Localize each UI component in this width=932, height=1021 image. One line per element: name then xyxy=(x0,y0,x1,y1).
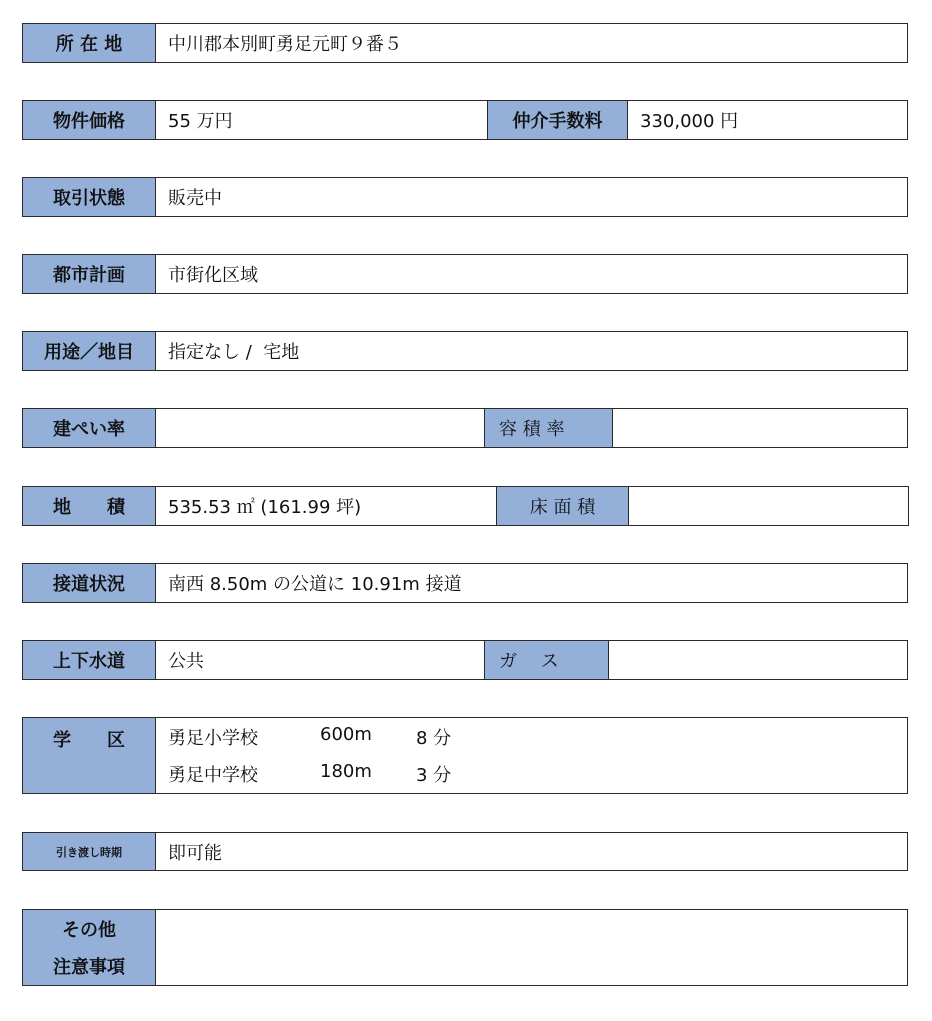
handover-value: 即可能 xyxy=(168,842,222,864)
fee-value: 330,000 円 xyxy=(640,111,739,132)
road-label: 接道状況 xyxy=(23,564,156,602)
school-time: 3 分 xyxy=(416,765,452,786)
area-row xyxy=(22,486,909,526)
water-row xyxy=(22,640,908,680)
status-value: 販売中 xyxy=(168,188,222,209)
school-item xyxy=(168,724,451,750)
school-distance: 180m xyxy=(320,761,372,782)
road-value: 南西 8.50m の公道に 10.91m 接道 xyxy=(168,574,462,595)
floor-area-value xyxy=(629,487,908,525)
status-row xyxy=(22,177,908,217)
other-row xyxy=(22,909,908,986)
area-value: 535.53 ㎡ (161.99 坪) xyxy=(168,497,362,518)
water-value: 公共 xyxy=(168,651,204,672)
location-row xyxy=(22,23,908,63)
floor-area-label: 床 面 積 xyxy=(496,487,629,525)
price-label: 物件価格 xyxy=(23,101,156,139)
planning-value: 市街化区域 xyxy=(168,265,258,286)
school-time: 8 分 xyxy=(416,728,452,749)
use-row xyxy=(22,331,908,371)
other-label-line2: 注意事項 xyxy=(53,957,125,978)
fee-label: 仲介手数料 xyxy=(487,101,628,139)
school-name: 勇足小学校 xyxy=(168,728,258,749)
handover-row xyxy=(22,832,908,871)
coverage-value xyxy=(156,409,484,447)
school-distance: 600m xyxy=(320,724,372,745)
handover-label: 引き渡し時期 xyxy=(23,833,156,870)
planning-label: 都市計画 xyxy=(23,255,156,293)
use-value: 指定なし / 宅地 xyxy=(168,342,300,363)
other-label xyxy=(23,910,156,985)
other-label-line1: その他 xyxy=(62,920,116,941)
use-label: 用途／地目 xyxy=(23,332,156,370)
location-value: 中川郡本別町勇足元町９番５ xyxy=(168,34,402,55)
far-value xyxy=(613,409,907,447)
school-name: 勇足中学校 xyxy=(168,765,258,786)
price-row xyxy=(22,100,908,140)
road-row xyxy=(22,563,908,603)
status-label: 取引状態 xyxy=(23,178,156,216)
gas-value xyxy=(609,641,907,679)
location-label: 所 在 地 xyxy=(23,24,156,62)
far-label: 容 積 率 xyxy=(484,409,613,447)
gas-label: ガ ス xyxy=(484,641,609,679)
other-value xyxy=(156,910,907,985)
planning-row xyxy=(22,254,908,294)
school-list xyxy=(156,718,907,793)
coverage-row xyxy=(22,408,908,448)
school-label xyxy=(23,718,156,793)
coverage-label: 建ぺい率 xyxy=(23,409,156,447)
price-value: 55 万円 xyxy=(168,111,233,132)
school-row xyxy=(22,717,908,794)
school-label-text: 学 区 xyxy=(53,730,125,751)
water-label: 上下水道 xyxy=(23,641,156,679)
area-label: 地 積 xyxy=(23,487,156,525)
school-item xyxy=(168,761,451,787)
